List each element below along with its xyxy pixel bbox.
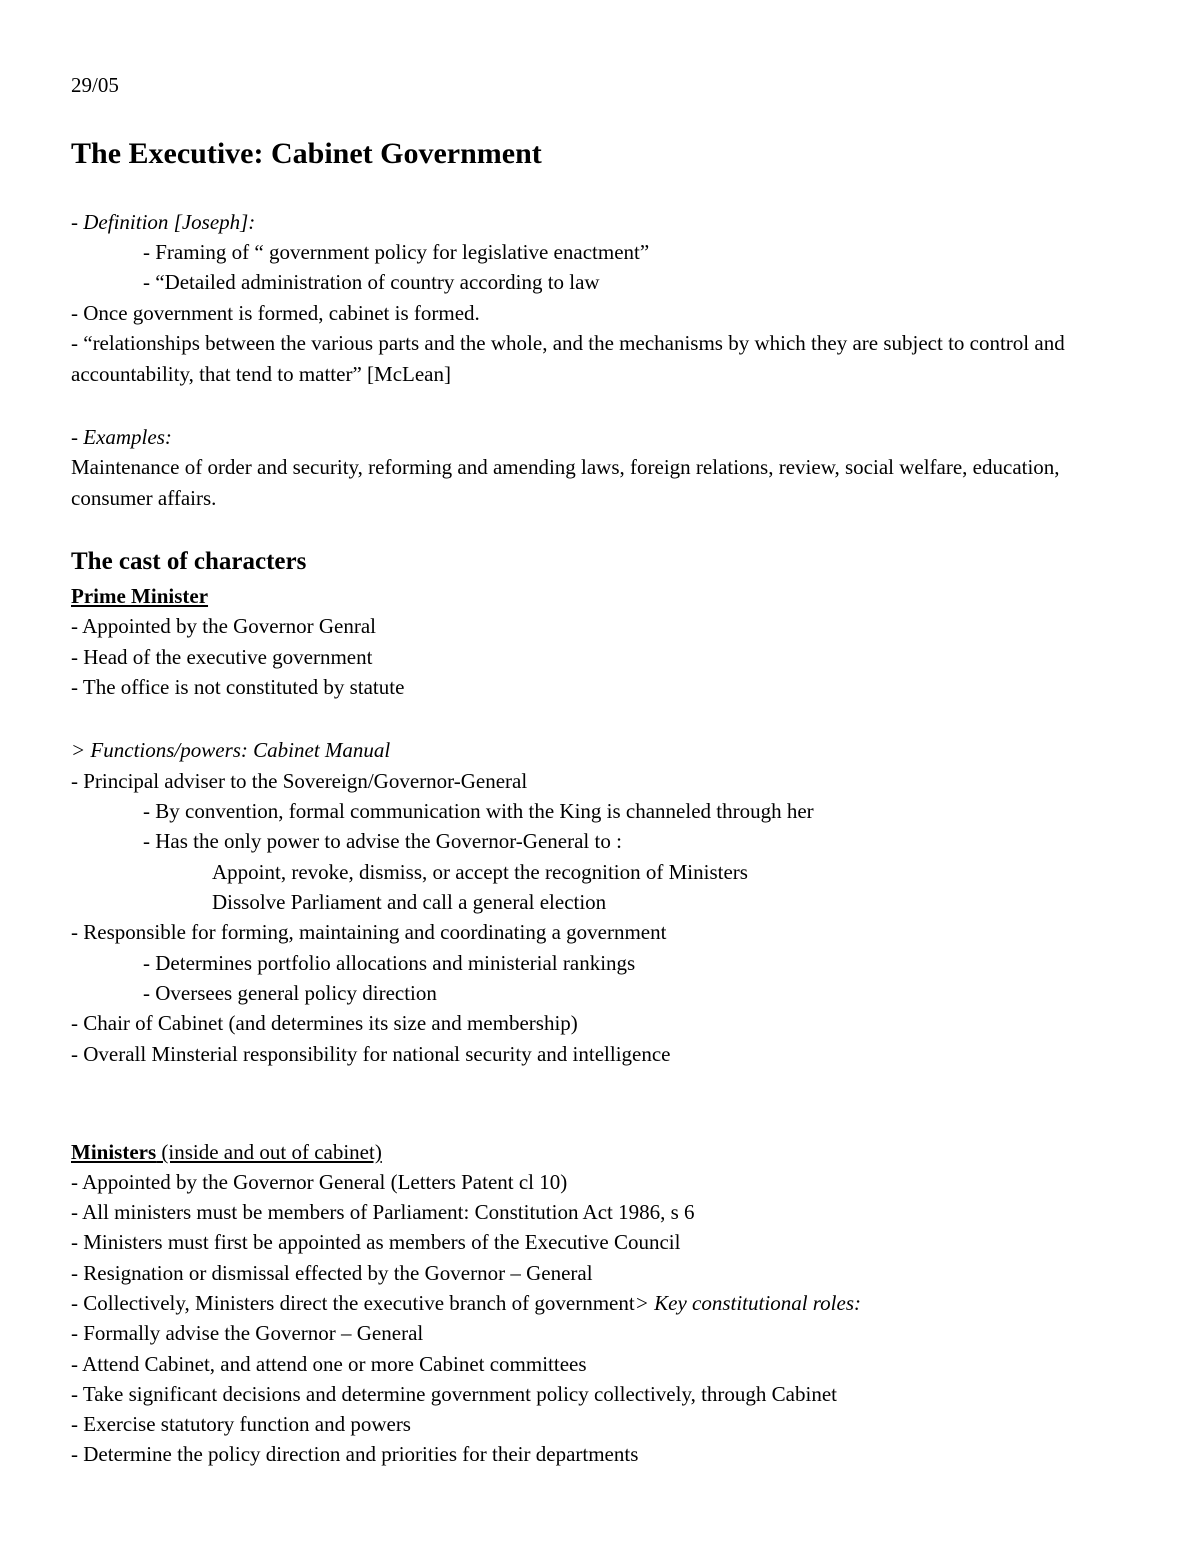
ministers-heading-suffix: (inside and out of cabinet) [156,1140,382,1164]
definition-line: - Once government is formed, cabinet is formed. [71,301,480,325]
pm-point: - Head of the executive government [71,645,373,669]
pm-functions-label: > Functions/powers: Cabinet Manual [71,738,391,762]
pm-function-sub: - Determines portfolio allocations and ministerial rankings [143,951,636,975]
date: 29/05 [71,73,119,97]
pm-advise-item: Appoint, revoke, dismiss, or accept the recognition of Ministers [212,860,748,884]
pm-point: - Appointed by the Governor Genral [71,614,377,638]
roles-label: > Key constitutional roles: [634,1291,861,1315]
pm-advise-item: Dissolve Parliament and call a general election [212,890,607,914]
pm-point: - The office is not constituted by statute [71,675,405,699]
pm-function-sub: - Has the only power to advise the Governor-General to : [143,829,622,853]
minister-role: - Exercise statutory function and powers [71,1412,411,1436]
minister-point: - Resignation or dismissal effected by the Governor – General [71,1261,593,1285]
pm-function-sub: - By convention, formal communication with the King is channeled through her [143,799,814,823]
minister-role: - Take significant decisions and determine government policy collectively, through Cabinet [71,1382,837,1406]
definition-point: - “Detailed administration of country according to law [143,270,600,294]
minister-collective: - Collectively, Ministers direct the executive branch of government [71,1291,635,1315]
examples-label: - Examples: [71,425,172,449]
definition-label: - Definition [Joseph]: [71,210,256,234]
pm-function: - Principal adviser to the Sovereign/Governor-General [71,769,528,793]
pm-function: - Chair of Cabinet (and determines its size and membership) [71,1011,578,1035]
minister-role: - Formally advise the Governor – General [71,1321,424,1345]
minister-role: - Determine the policy direction and priorities for their departments [71,1442,639,1466]
minister-role: - Attend Cabinet, and attend one or more Cabinet committees [71,1352,587,1376]
minister-point: - All ministers must be members of Parliament: Constitution Act 1986, s 6 [71,1200,695,1224]
mclean-quote: - “relationships between the various parts and the whole, and the mechanisms by which they are subject to control and accountability, that tend to matter” [McLean] [71,331,1065,386]
page-title: The Executive: Cabinet Government [71,137,542,170]
pm-function-sub: - Oversees general policy direction [143,981,437,1005]
pm-function: - Overall Minsterial responsibility for national security and intelligence [71,1042,671,1066]
cast-heading: The cast of characters [71,548,307,575]
minister-collective-line [71,1291,861,1315]
ministers-heading: Ministers [71,1140,157,1164]
definition-point: - Framing of “ government policy for legislative enactment” [143,240,650,264]
examples-text: Maintenance of order and security, reforming and amending laws, foreign relations, review, social welfare, education, consumer affairs. [71,455,1060,510]
pm-heading: Prime Minister [71,584,209,608]
ministers-heading-line [71,1140,382,1164]
pm-function: - Responsible for forming, maintaining and coordinating a government [71,920,667,944]
minister-point: - Ministers must first be appointed as members of the Executive Council [71,1230,681,1254]
minister-point: - Appointed by the Governor General (Letters Patent cl 10) [71,1170,568,1194]
